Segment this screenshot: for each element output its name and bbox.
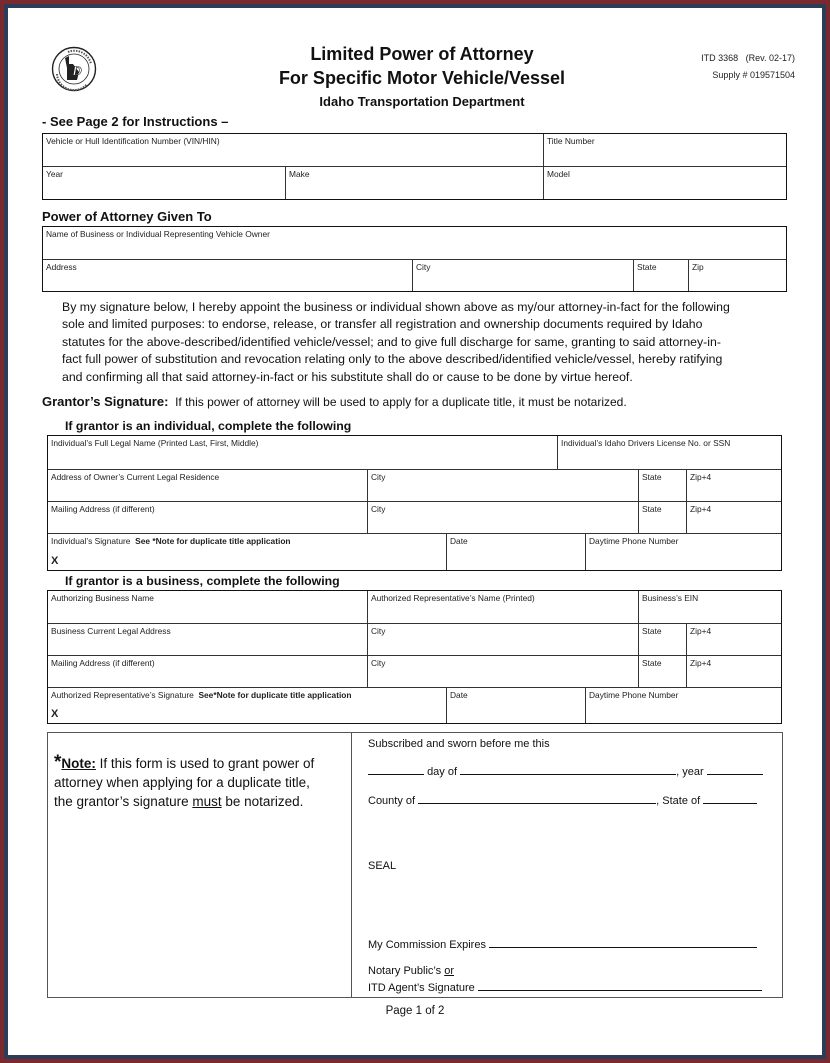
bus-state-label: State <box>642 626 662 636</box>
individual-heading: If grantor is an individual, complete the following <box>65 419 352 433</box>
individual-full-name-label: Individual’s Full Legal Name (Printed Last, First, Middle) <box>51 438 259 448</box>
bus-zip-field[interactable] <box>686 623 781 655</box>
county-state-line <box>368 793 757 807</box>
state-blank[interactable] <box>703 793 757 804</box>
rep-city-field[interactable] <box>412 259 633 291</box>
itd-agent-text: ITD Agent’s Signature <box>368 982 475 994</box>
seal-text <box>51 94 111 95</box>
statement-line: sole and limited purposes: to endorse, release, or transfer all registration and ownership documents required by Idaho <box>62 317 703 332</box>
license-ssn-label: Individual’s Idaho Drivers License No. or SSN <box>561 438 731 448</box>
year-blank[interactable] <box>707 764 763 775</box>
business-name-field[interactable] <box>48 591 367 623</box>
seal-letter: D <box>72 63 82 78</box>
instructions-note: - See Page 2 for Instructions – <box>42 114 229 129</box>
notary-signature-blank[interactable] <box>478 980 762 991</box>
title-number-field[interactable] <box>543 134 786 166</box>
residence-address-field[interactable] <box>48 469 367 501</box>
rep-state-field[interactable] <box>633 259 688 291</box>
ind-mailing-zip-label: Zip+4 <box>690 504 712 514</box>
make-label: Make <box>289 169 310 179</box>
business-name-label: Authorizing Business Name <box>51 593 154 603</box>
note-text-3a: the grantor’s signature <box>54 794 193 809</box>
grantor-signature-label: Grantor’s Signature: <box>42 394 169 409</box>
signature-x-mark: X <box>51 708 59 720</box>
statement-line: fact full power of substitution and revocation relating only to the above described/identified vehicle/vessel, hereby ratifying <box>62 352 723 367</box>
statement-line: and confirming all that said attorney-in-fact or his substitute shall do or cause to be done by virtue hereof. <box>62 369 633 384</box>
vin-field[interactable] <box>43 134 543 166</box>
individual-signature-note: See *Note for duplicate title application <box>135 536 291 546</box>
make-field[interactable] <box>285 166 543 199</box>
commission-line <box>368 937 757 951</box>
model-field[interactable] <box>543 166 786 199</box>
ind-state-label: State <box>642 472 662 482</box>
ind-mailing-address-field[interactable] <box>48 501 367 533</box>
commission-blank[interactable] <box>489 937 757 948</box>
form-page <box>8 8 822 1055</box>
duplicate-title-note <box>54 753 346 811</box>
bus-phone-field[interactable] <box>585 687 781 723</box>
bus-date-field[interactable] <box>446 687 585 723</box>
idaho-transportation-seal-icon <box>51 46 97 92</box>
bus-mailing-city-field[interactable] <box>367 655 638 687</box>
business-section <box>47 590 782 724</box>
year-field[interactable] <box>43 166 285 199</box>
bus-state-field[interactable] <box>638 623 686 655</box>
bus-mailing-city-label: City <box>371 658 386 668</box>
ind-phone-field[interactable] <box>585 533 781 570</box>
ind-date-field[interactable] <box>446 533 585 570</box>
rep-address-field[interactable] <box>43 259 412 291</box>
form-number: ITD 3368 (Rev. 02-17) <box>701 53 795 63</box>
rep-printed-name-field[interactable] <box>367 591 638 623</box>
supply-number: Supply # 019571504 <box>712 70 795 80</box>
residence-address-label: Address of Owner’s Current Legal Residence <box>51 472 220 482</box>
bus-mailing-address-label: Mailing Address (if different) <box>51 658 155 668</box>
bus-city-label: City <box>371 626 386 636</box>
ind-mailing-address-label: Mailing Address (if different) <box>51 504 155 514</box>
business-ein-field[interactable] <box>638 591 781 623</box>
bus-mailing-state-label: State <box>642 658 662 668</box>
ind-zip-label: Zip+4 <box>690 472 712 482</box>
state-of-text: , State of <box>656 795 701 807</box>
ind-mailing-state-field[interactable] <box>638 501 686 533</box>
note-must: must <box>192 794 222 809</box>
seal-label: SEAL <box>368 860 397 872</box>
statement-line: By my signature below, I hereby appoint the business or individual shown above as my/our attorney-in-fact for the following <box>62 300 730 314</box>
model-label: Model <box>547 169 570 179</box>
bus-date-label: Date <box>450 690 468 700</box>
poa-given-to-heading: Power of Attorney Given To <box>42 209 212 224</box>
year-text: , year <box>676 766 704 778</box>
license-ssn-field[interactable] <box>557 436 781 469</box>
grantor-notarize-note: If this power of attorney will be used to apply for a duplicate title, it must be notarized. <box>175 395 627 409</box>
note-text-2: attorney when applying for a duplicate title, <box>54 775 310 790</box>
ind-city-field[interactable] <box>367 469 638 501</box>
notary-public-text: Notary Public’s <box>368 965 445 977</box>
ind-date-label: Date <box>450 536 468 546</box>
rep-address-label: Address <box>46 262 77 272</box>
county-of-text: County of <box>368 795 416 807</box>
note-asterisk: * <box>54 752 62 773</box>
note-text-1: If this form is used to grant power of <box>95 756 315 771</box>
statement-line: statutes for the above-described/identified vehicle/vessel; and to give full discharge for same, granting to said attorney-in- <box>62 334 721 349</box>
county-blank[interactable] <box>418 793 656 804</box>
bus-phone-label: Daytime Phone Number <box>589 690 679 700</box>
ind-phone-label: Daytime Phone Number <box>589 536 679 546</box>
business-signature-label: Authorized Representative’s Signature <box>51 690 194 700</box>
bus-city-field[interactable] <box>367 623 638 655</box>
title-number-label: Title Number <box>547 136 595 146</box>
ind-city-label: City <box>371 472 386 482</box>
poa-given-to-section <box>42 226 787 292</box>
day-blank[interactable] <box>368 764 424 775</box>
ind-mailing-city-label: City <box>371 504 386 514</box>
notary-section <box>47 732 783 998</box>
form-title-line2: For Specific Motor Vehicle/Vessel <box>278 68 566 88</box>
business-address-field[interactable] <box>48 623 367 655</box>
individual-signature-label: Individual’s Signature <box>51 536 131 546</box>
department-name: Idaho Transportation Department <box>319 94 525 109</box>
vin-label: Vehicle or Hull Identification Number (VIN/HIN) <box>46 136 220 146</box>
business-address-label: Business Current Legal Address <box>51 626 171 636</box>
ind-mailing-city-field[interactable] <box>367 501 638 533</box>
commission-expires-text: My Commission Expires <box>368 939 486 951</box>
note-word: Note: <box>61 756 96 771</box>
business-heading: If grantor is a business, complete the following <box>65 574 340 588</box>
year-label: Year <box>46 169 63 179</box>
ind-mailing-state-label: State <box>642 504 662 514</box>
bus-mailing-state-field[interactable] <box>638 655 686 687</box>
day-year-line <box>368 764 763 778</box>
form-title-line1: Limited Power of Attorney <box>310 44 534 64</box>
individual-signature-field[interactable] <box>48 533 446 570</box>
or-text: or <box>444 965 454 977</box>
business-signature-note: See*Note for duplicate title application <box>198 690 352 700</box>
individual-full-name-field[interactable] <box>48 436 557 469</box>
notary-public-label <box>368 965 454 977</box>
representative-name-field[interactable] <box>43 227 786 259</box>
business-signature-field[interactable] <box>48 687 446 723</box>
page-number: Page 1 of 2 <box>385 1005 445 1017</box>
ind-mailing-zip-field[interactable] <box>686 501 781 533</box>
rep-city-label: City <box>416 262 431 272</box>
day-of-text: day of <box>427 766 458 778</box>
month-blank[interactable] <box>460 764 676 775</box>
ind-state-field[interactable] <box>638 469 686 501</box>
bus-mailing-zip-field[interactable] <box>686 655 781 687</box>
grantor-signature-line <box>42 394 627 409</box>
appointment-statement <box>62 299 802 386</box>
individual-section <box>47 435 782 571</box>
rep-printed-name-label: Authorized Representative’s Name (Printed) <box>371 593 535 603</box>
subscribed-sworn-text: Subscribed and sworn before me this <box>368 738 550 750</box>
notary-divider <box>351 733 352 997</box>
business-ein-label: Business’s EIN <box>642 593 699 603</box>
bus-mailing-address-field[interactable] <box>48 655 367 687</box>
vehicle-section <box>42 133 787 200</box>
rep-zip-field[interactable] <box>688 259 786 291</box>
bus-mailing-zip-label: Zip+4 <box>690 658 712 668</box>
itd-agent-line <box>368 980 762 994</box>
rep-state-label: State <box>637 262 657 272</box>
note-text-3b: be notarized. <box>221 794 304 809</box>
rep-zip-label: Zip <box>692 262 704 272</box>
ind-zip-field[interactable] <box>686 469 781 501</box>
bus-zip-label: Zip+4 <box>690 626 712 636</box>
representative-name-label: Name of Business or Individual Representing Vehicle Owner <box>46 229 270 239</box>
signature-x-mark: X <box>51 555 59 567</box>
